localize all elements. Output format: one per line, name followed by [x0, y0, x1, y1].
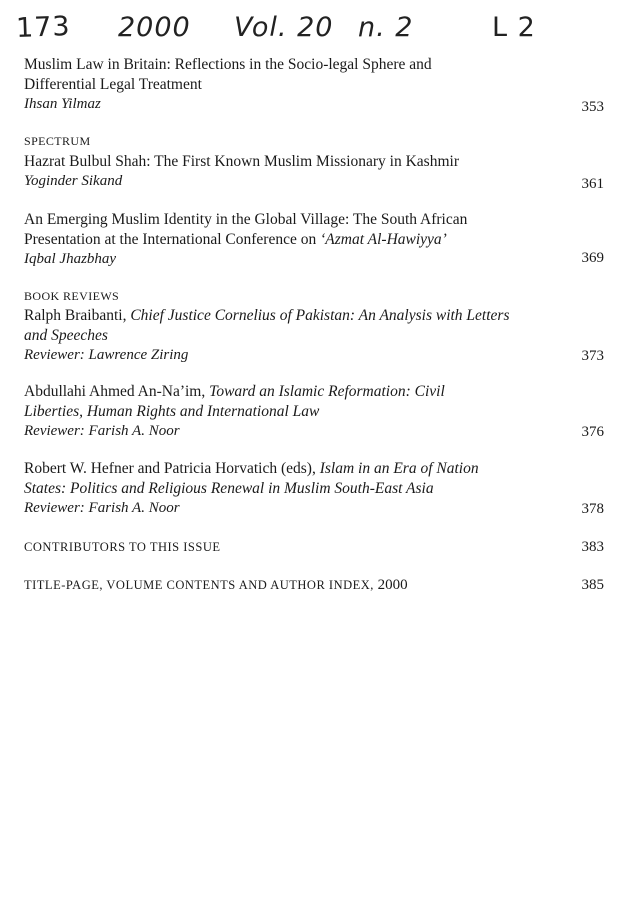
entry-title-line: [24, 306, 604, 326]
review-reviewer: Reviewer: Farish A. Noor: [24, 423, 180, 439]
entry-title-line: An Emerging Muslim Identity in the Global Village: The South African: [24, 211, 468, 228]
toc-entry-sikand: [24, 152, 604, 191]
entry-page: 353: [581, 99, 604, 115]
contributors-page: 383: [581, 539, 604, 555]
contributors-label: CONTRIBUTORS TO THIS ISSUE: [24, 540, 221, 554]
entry-author: Yoginder Sikand: [24, 173, 123, 189]
entry-page: 378: [581, 501, 604, 517]
toc-entry-jhazbhay: [24, 210, 604, 269]
review-book-title-cont: Liberties, Human Rights and International Law: [24, 403, 320, 420]
toc-contributors: [24, 539, 604, 556]
entry-page: 361: [581, 176, 604, 192]
entry-title-line: [24, 459, 604, 479]
title-italic: ‘Azmat Al-Hawiyya’: [320, 231, 447, 248]
entry-page: 369: [581, 250, 604, 266]
review-author: Ralph Braibanti,: [24, 307, 131, 324]
index-year: 2000: [373, 577, 408, 593]
hand-code: 173: [15, 11, 72, 44]
hand-mark: L 2: [492, 12, 536, 43]
toc-entry-braibanti: [24, 306, 604, 365]
section-heading-book-reviews: BOOK REVIEWS: [24, 289, 120, 303]
toc-entry-an-naim: [24, 382, 604, 441]
review-book-title-cont: States: Politics and Religious Renewal in Muslim South-East Asia: [24, 480, 434, 497]
review-book-title: Islam in an Era of Nation: [319, 460, 479, 477]
entry-page: 373: [581, 348, 604, 364]
review-author: Robert W. Hefner and Patricia Horvatich (eds),: [24, 460, 320, 477]
review-book-title: Chief Justice Cornelius of Pakistan: An Analysis with Letters: [130, 307, 510, 324]
hand-num: n. 2: [358, 12, 414, 43]
entry-title-line: Hazrat Bulbul Shah: The First Known Muslim Missionary in Kashmir: [24, 153, 459, 170]
entry-title-line: [24, 230, 604, 250]
review-author: Abdullahi Ahmed An-Na’im,: [24, 383, 210, 400]
handwritten-annotation: [14, 10, 614, 54]
hand-year: 2000: [118, 12, 191, 43]
toc-entry-yilmaz: [24, 55, 604, 114]
review-book-title: Toward an Islamic Reformation: Civil: [209, 383, 445, 400]
review-reviewer: Reviewer: Farish A. Noor: [24, 500, 180, 516]
title-plain: Presentation at the International Conference on: [24, 231, 321, 248]
entry-title-line: [24, 382, 604, 402]
index-label: TITLE-PAGE, VOLUME CONTENTS AND AUTHOR INDEX,: [24, 578, 374, 592]
review-book-title-cont: and Speeches: [24, 327, 108, 344]
hand-vol: Vol. 20: [234, 12, 334, 43]
entry-page: 376: [581, 424, 604, 440]
section-heading-spectrum: SPECTRUM: [24, 134, 91, 148]
toc-index: [24, 577, 604, 594]
entry-title-line: Differential Legal Treatment: [24, 76, 202, 93]
entry-author: Iqbal Jhazbhay: [24, 251, 117, 267]
review-reviewer: Reviewer: Lawrence Ziring: [24, 347, 189, 363]
entry-author: Ihsan Yilmaz: [24, 96, 101, 112]
index-page: 385: [581, 577, 604, 593]
toc-entry-hefner: [24, 459, 604, 518]
entry-title-line: Muslim Law in Britain: Reflections in the Socio-legal Sphere and: [24, 56, 432, 73]
